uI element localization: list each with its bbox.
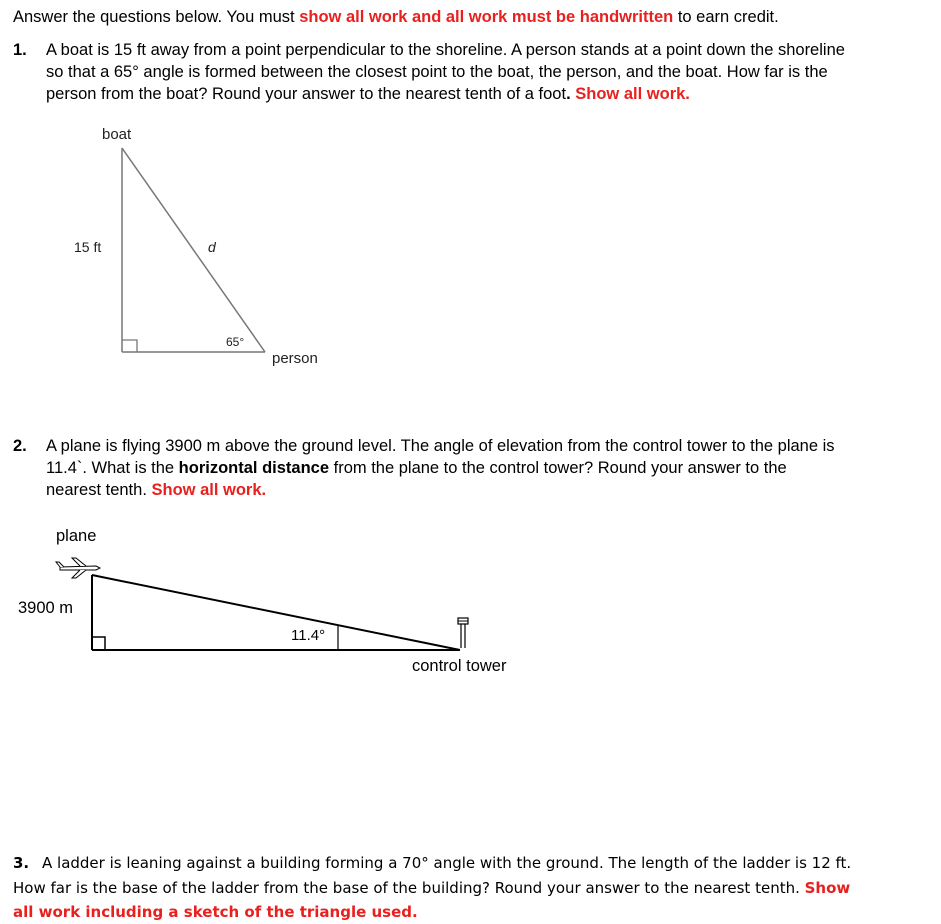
q2-number: 2. [13,437,27,455]
q2-line-2-a: 11.4`. What is the [46,459,179,477]
instructions-prefix: Answer the questions below. You must [13,8,300,26]
control-tower-icon [458,618,468,648]
q2-horizontal-distance: horizontal distance [178,459,330,477]
q1-number: 1. [13,41,27,59]
q1-label-person: person [272,350,318,367]
q1-line-3-period: . [566,85,571,103]
q1-line-3-text: person from the boat? Round your answer to the nearest tenth of a foot [46,85,567,103]
q2-label-angle: 11.4° [291,627,326,644]
q1-label-boat: boat [102,126,132,143]
q2-label-control-tower: control tower [412,657,507,675]
q1-line-1: A boat is 15 ft away from a point perpendicular to the shoreline. A person stands at a point down the shoreline [46,41,845,59]
q2-label-plane: plane [56,527,97,545]
instructions-suffix: to earn credit. [673,8,779,26]
q2-hypotenuse [92,575,460,650]
q3-line-2 [13,876,850,900]
q3-show-work: all work including a sketch of the triangle used. [13,903,418,921]
q3-line-2-text: How far is the base of the ladder from the base of the building? Round your answer to the nearest tenth. [13,879,805,897]
q2-right-angle-marker [92,637,105,650]
q2-show-work: Show all work. [151,481,267,499]
q1-label-side: 15 ft [74,239,102,255]
q1-show-work: Show all work. [575,85,690,103]
q3-show-word: Show [804,879,851,897]
q2-line-2-b: from the plane to the control tower? Round your answer to the [329,459,787,477]
q3-line-1: A ladder is leaning against a building forming a 70° angle with the ground. The length of the ladder is 12 ft. [42,854,852,872]
q1-label-angle: 65° [226,335,245,349]
q1-line-2: so that a 65° angle is formed between the closest point to the boat, the person, and the boat. How far is the [46,63,828,81]
q1-label-hyp: d [208,239,216,255]
q2-label-side: 3900 m [18,599,74,617]
q3-number: 3. [13,854,30,872]
q2-line-1: A plane is flying 3900 m above the ground level. The angle of elevation from the control tower to the plane is [46,437,835,455]
instructions-emphasis: show all work and all work must be handwritten [299,8,674,26]
q2-line-3-text: nearest tenth. [46,481,152,499]
